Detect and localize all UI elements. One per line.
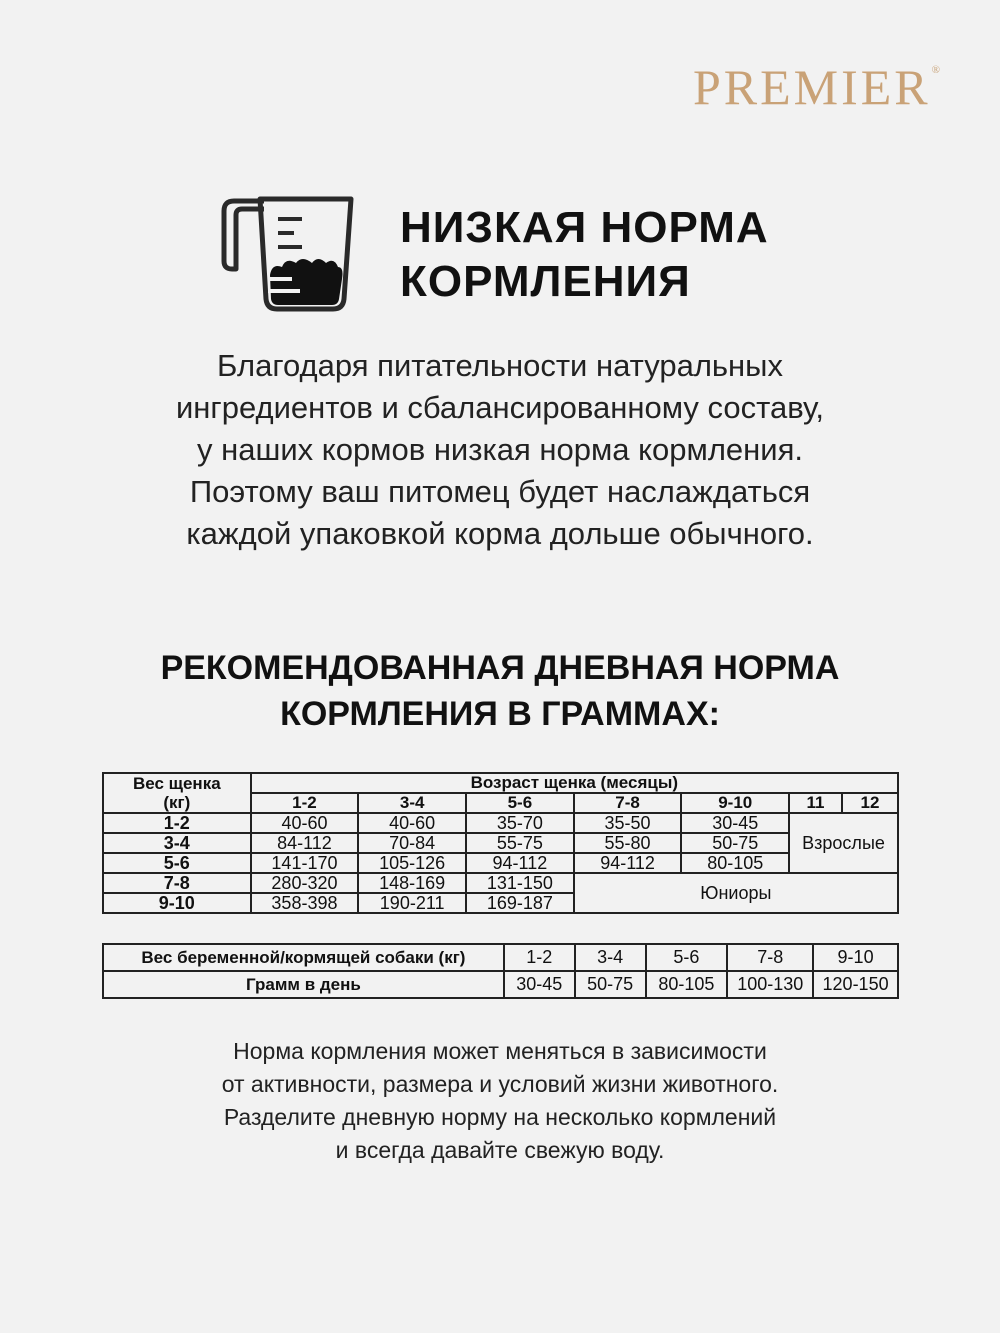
value-cell: 40-60: [358, 813, 466, 833]
value-cell: 70-84: [358, 833, 466, 853]
intro-line: у наших кормов низкая норма кормления.: [197, 432, 803, 467]
puppy-age-header: Возраст щенка (месяцы): [251, 773, 898, 793]
value-cell: 50-75: [681, 833, 789, 853]
juniors-cell: Юниоры: [574, 873, 898, 913]
table-row: [103, 971, 898, 998]
value-cell: 50-75: [575, 971, 646, 998]
value-cell: 55-80: [574, 833, 682, 853]
weight-cell: 7-8: [103, 873, 251, 893]
intro-line: Благодаря питательности натуральных: [217, 348, 783, 383]
age-column-header: 1-2: [251, 793, 359, 813]
puppy-feeding-table: [102, 772, 899, 914]
weight-cell: 7-8: [727, 944, 813, 971]
footnote-line: Норма кормления может меняться в зависимости: [233, 1038, 767, 1064]
age-column-header: 11: [789, 793, 842, 813]
brand-name: PREMIER: [692, 59, 931, 115]
intro-paragraph: [0, 345, 1000, 555]
hero-title-line-2: КОРМЛЕНИЯ: [400, 257, 691, 306]
weight-cell: 9-10: [103, 893, 251, 913]
table-row: [103, 833, 898, 853]
value-cell: 94-112: [466, 853, 574, 873]
intro-line: каждой упаковкой корма дольше обычного.: [186, 516, 814, 551]
weight-cell: 5-6: [646, 944, 728, 971]
age-column-header: 3-4: [358, 793, 466, 813]
grams-per-day-label: Грамм в день: [103, 971, 504, 998]
hero-title-line-1: НИЗКАЯ НОРМА: [400, 203, 769, 252]
value-cell: 55-75: [466, 833, 574, 853]
value-cell: 100-130: [727, 971, 813, 998]
weight-cell: 3-4: [575, 944, 646, 971]
value-cell: 35-50: [574, 813, 682, 833]
value-cell: 80-105: [646, 971, 728, 998]
hero-title: [400, 201, 769, 309]
footnote-line: от активности, размера и условий жизни животного.: [221, 1071, 779, 1097]
age-column-header: 9-10: [681, 793, 789, 813]
table-row: [103, 853, 898, 873]
value-cell: 30-45: [681, 813, 789, 833]
weight-cell: 3-4: [103, 833, 251, 853]
intro-line: ингредиентов и сбалансированному составу,: [175, 390, 825, 425]
section-title-line-2: КОРМЛЕНИЯ В ГРАММАХ:: [280, 695, 720, 733]
value-cell: 141-170: [251, 853, 359, 873]
value-cell: 35-70: [466, 813, 574, 833]
weight-cell: 5-6: [103, 853, 251, 873]
footnote: [0, 1035, 1000, 1167]
value-cell: 190-211: [358, 893, 466, 913]
age-column-header: 5-6: [466, 793, 574, 813]
age-column-header: 12: [842, 793, 898, 813]
value-cell: 120-150: [813, 971, 898, 998]
pregnant-weight-label: Вес беременной/кормящей собаки (кг): [103, 944, 504, 971]
value-cell: 358-398: [251, 893, 359, 913]
weight-cell: 9-10: [813, 944, 898, 971]
registered-mark: ®: [931, 64, 940, 76]
value-cell: 105-126: [358, 853, 466, 873]
value-cell: 169-187: [466, 893, 574, 913]
value-cell: 80-105: [681, 853, 789, 873]
adults-cell: Взрослые: [789, 813, 898, 873]
weight-cell: 1-2: [504, 944, 575, 971]
section-title-line-1: РЕКОМЕНДОВАННАЯ ДНЕВНАЯ НОРМА: [160, 649, 840, 687]
pregnant-dog-table: [102, 943, 899, 999]
hero-section: [220, 195, 769, 315]
puppy-weight-header: Вес щенка (кг): [103, 773, 251, 813]
value-cell: 84-112: [251, 833, 359, 853]
table-row: [103, 944, 898, 971]
section-title: [0, 645, 1000, 737]
table-row: [103, 813, 898, 833]
measuring-cup-icon: [220, 195, 355, 315]
value-cell: 40-60: [251, 813, 359, 833]
value-cell: 131-150: [466, 873, 574, 893]
intro-line: Поэтому ваш питомец будет наслаждаться: [189, 474, 811, 509]
table-row: [103, 873, 898, 893]
value-cell: 30-45: [504, 971, 575, 998]
value-cell: 94-112: [574, 853, 682, 873]
footnote-line: и всегда давайте свежую воду.: [335, 1137, 665, 1163]
value-cell: 280-320: [251, 873, 359, 893]
footnote-line: Разделите дневную норму на несколько кормлений: [223, 1104, 777, 1130]
value-cell: 148-169: [358, 873, 466, 893]
table-header-row: [103, 773, 898, 793]
age-column-header: 7-8: [574, 793, 682, 813]
weight-cell: 1-2: [103, 813, 251, 833]
brand-logo: [693, 58, 940, 116]
